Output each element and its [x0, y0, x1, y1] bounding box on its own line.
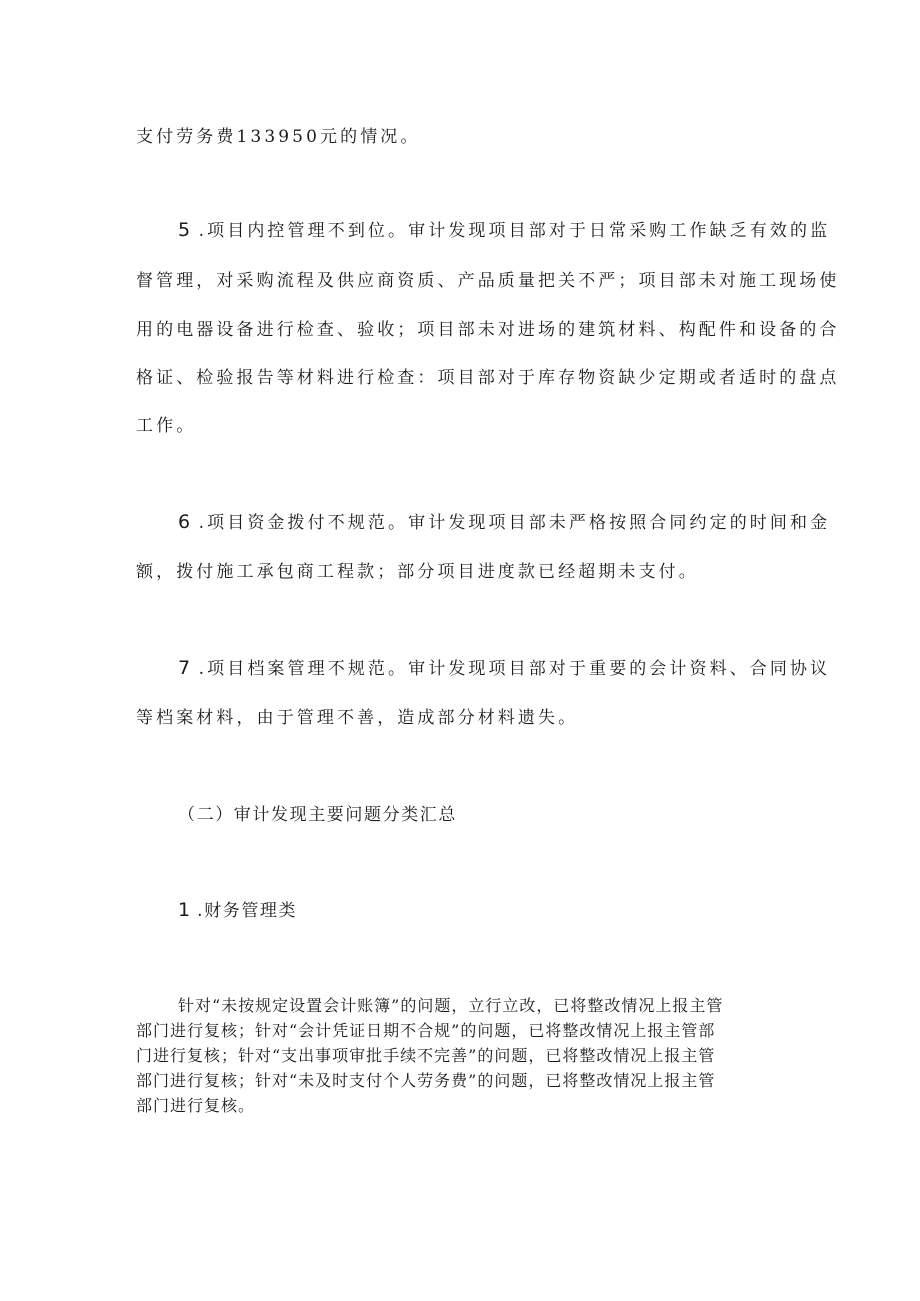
paragraph-text: 等档案材料，由于管理不善，造成部分材料遗失。 [136, 708, 579, 728]
paragraph-text: 针对“未按规定设置会计账簿”的问题，立行立改，已将整改情况上报主管 [178, 996, 724, 1015]
item-6-heading [178, 508, 830, 533]
item-number: 6 [178, 511, 191, 533]
paragraph-text: 部门进行复核。 [136, 1096, 256, 1115]
item-number: 5 [178, 219, 191, 241]
paragraph-text: .项目内控管理不到位。审计发现项目部对于日常采购工作缺乏有效的监 [198, 221, 831, 241]
paragraph-line [136, 1068, 715, 1091]
paragraph-line [136, 703, 578, 728]
paragraph-text: 用的电器设备进行检查、验收；项目部未对进场的建筑材料、构配件和设备的合 [136, 320, 840, 340]
section-heading-text: （二）审计发现主要问题分类汇总 [178, 805, 457, 825]
paragraph-line [136, 557, 699, 582]
paragraph-text: 工作。 [136, 416, 197, 436]
item-number: 1 [178, 899, 191, 921]
paragraph-text: 部门进行复核；针对“未及时支付个人劳务费”的问题，已将整改情况上报主管 [136, 1071, 716, 1090]
paragraph-line [136, 122, 421, 147]
paragraph-text: 额，拨付施工承包商工程款；部分项目进度款已经超期未支付。 [136, 562, 699, 582]
paragraph-text: .项目资金拨付不规范。审计发现项目部未严格按照合同约定的时间和金 [198, 513, 831, 533]
subsection-heading [178, 896, 297, 921]
subsection-heading-text: .财务管理类 [197, 901, 298, 921]
paragraph-text: 督管理，对采购流程及供应商资质、产品质量把关不严；项目部未对施工现场使 [136, 271, 840, 291]
item-7-heading [178, 654, 830, 679]
paragraph-text: 支付劳务费133950元的情况。 [136, 127, 421, 147]
paragraph-text: 门进行复核；针对“支出事项审批手续不完善”的问题，已将整改情况上报主管 [136, 1046, 716, 1065]
paragraph-line [136, 315, 840, 340]
paragraph-line [136, 363, 840, 388]
section-heading [178, 800, 457, 825]
paragraph-line [136, 266, 840, 291]
item-number: 7 [178, 657, 191, 679]
item-5-heading [178, 216, 830, 241]
paragraph-line [136, 1018, 715, 1041]
paragraph-line [178, 993, 723, 1016]
paragraph-text: .项目档案管理不规范。审计发现项目部对于重要的会计资料、合同协议 [198, 659, 831, 679]
paragraph-text: 部门进行复核；针对“会计凭证日期不合规”的问题，已将整改情况上报主管部 [136, 1021, 716, 1040]
paragraph-line [136, 1043, 715, 1066]
paragraph-line [136, 1093, 255, 1116]
paragraph-line [136, 411, 196, 436]
paragraph-text: 格证、检验报告等材料进行检查：项目部对于库存物资缺少定期或者适时的盘点 [136, 368, 840, 388]
